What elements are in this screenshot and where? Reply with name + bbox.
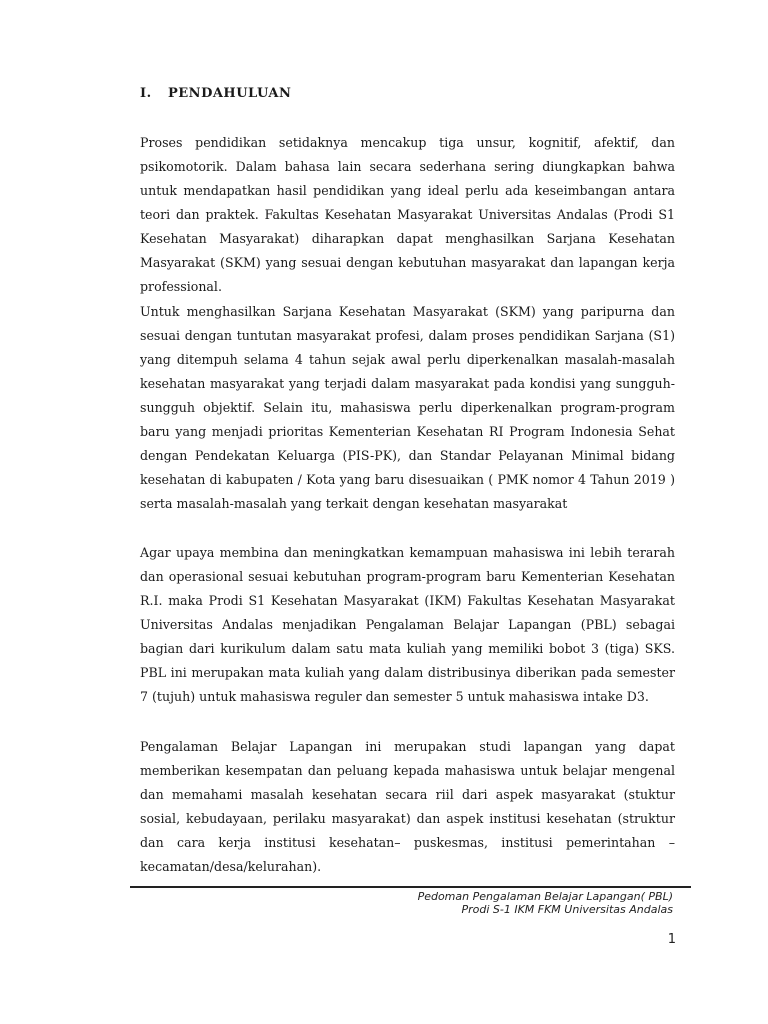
footer-title: Pedoman Pengalaman Belajar Lapangan( PBL): [417, 890, 673, 903]
page-footer: [173, 890, 673, 916]
paragraph-4: Pengalaman Belajar Lapangan ini merupakan studi lapangan yang dapat memberikan kesempatan dan peluang kepada mahasiswa untuk belajar mengenal dan memahami masalah kesehatan secara riil dari aspek masyarakat (stuktur sosial, kebudayaan, perilaku masyarakat) dan aspek institusi kesehatan (struktur dan cara kerja institusi kesehatan– puskesmas, institusi pemerintahan – kecamatan/desa/kelurahan).: [140, 739, 675, 874]
section-heading: [140, 86, 291, 101]
paragraph-3: Agar upaya membina dan meningkatkan kemampuan mahasiswa ini lebih terarah dan operasional sesuai kebutuhan program-program baru Kementerian Kesehatan R.I. maka Prodi S1 Kesehatan Masyarakat (IKM) Fakultas Kesehatan Masyarakat Universitas Andalas menjadikan Pengalaman Belajar Lapangan (PBL) sebagai bagian dari kurikulum dalam satu mata kuliah yang memiliki bobot 3 (tiga) SKS. PBL ini merupakan mata kuliah yang dalam distribusinya diberikan pada semester 7 (tujuh) untuk mahasiswa reguler dan semester 5 untuk mahasiswa intake D3.: [140, 545, 675, 704]
section-title: PENDAHULUAN: [168, 86, 292, 101]
section-number: I.: [140, 86, 152, 101]
footer-divider: [130, 886, 691, 888]
paragraph-1: Proses pendidikan setidaknya mencakup tiga unsur, kognitif, afektif, dan psikomotorik. Dalam bahasa lain secara sederhana sering diungkapkan bahwa untuk mendapatkan hasil pendidikan yang ideal perlu ada keseimbangan antara teori dan praktek. Fakultas Kesehatan Masyarakat Universitas Andalas (Prodi S1 Kesehatan Masyarakat) diharapkan dapat menghasilkan Sarjana Kesehatan Masyarakat (SKM) yang sesuai dengan kebutuhan masyarakat dan lapangan kerja professional.: [140, 135, 675, 294]
page-number: 1: [667, 932, 676, 947]
paragraph-2: Untuk menghasilkan Sarjana Kesehatan Masyarakat (SKM) yang paripurna dan sesuai dengan tuntutan masyarakat profesi, dalam proses pendidikan Sarjana (S1) yang ditempuh selama 4 tahun sejak awal perlu diperkenalkan masalah-masalah kesehatan masyarakat yang terjadi dalam masyarakat pada kondisi yang sungguh-sungguh objektif. Selain itu, mahasiswa perlu diperkenalkan program-program baru yang menjadi prioritas Kementerian Kesehatan RI Program Indonesia Sehat dengan Pendekatan Keluarga (PIS-PK), dan Standar Pelayanan Minimal bidang kesehatan di kabupaten / Kota yang baru disesuaikan ( PMK nomor 4 Tahun 2019 ) serta masalah-masalah yang terkait dengan kesehatan masyarakat: [140, 304, 675, 511]
footer-subtitle: Prodi S-1 IKM FKM Universitas Andalas: [461, 903, 673, 916]
